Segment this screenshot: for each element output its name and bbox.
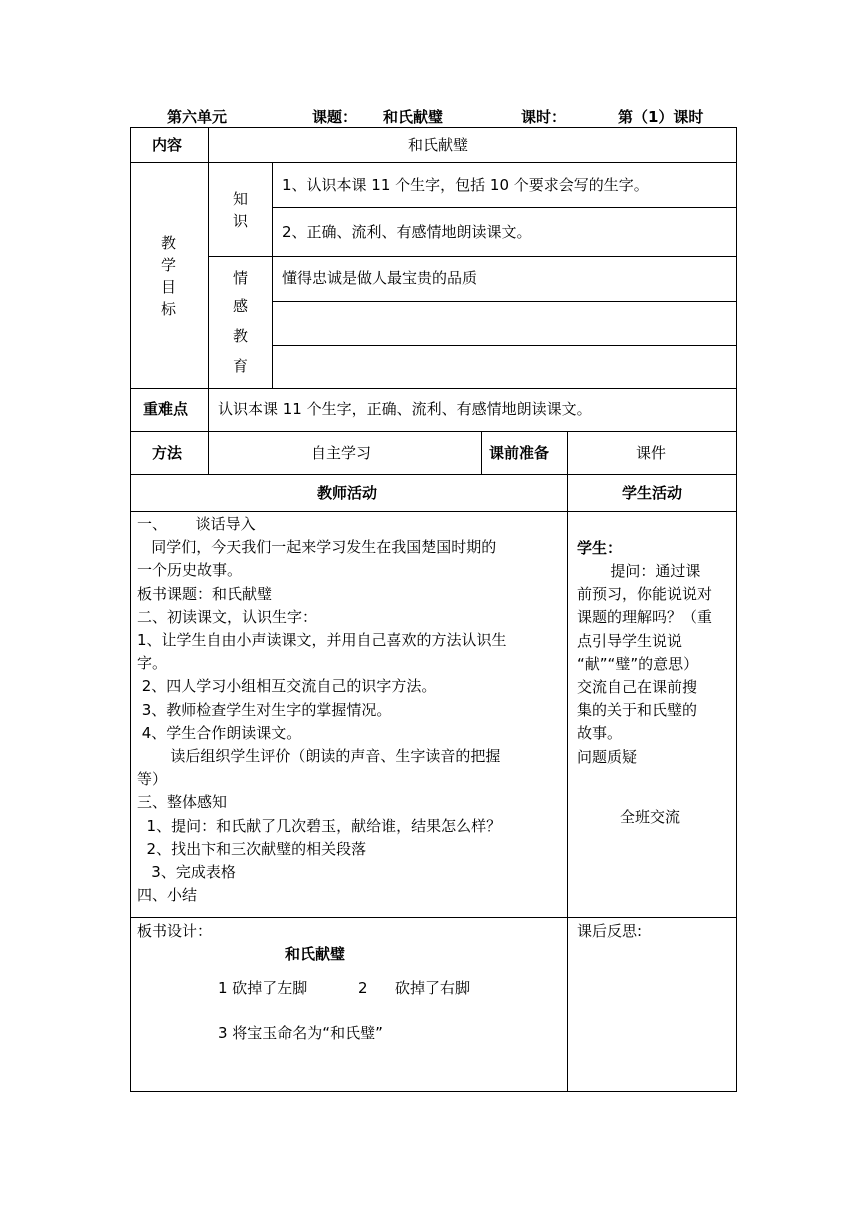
teacher-line: 4、学生合作朗读课文。 — [137, 723, 302, 742]
teacher-line: 读后组织学生评价（朗读的声音、生字读音的把握 — [137, 747, 501, 766]
teacher-line: 字。 — [137, 654, 168, 673]
board-line-2: 3 将宝玉命名为“和氏璧” — [218, 1024, 383, 1042]
student-line: 课题的理解吗？（重 — [577, 608, 713, 627]
teacher-line: 二、初读课文，认识生字： — [137, 607, 318, 626]
teacher-line: 一、 谈话导入 — [137, 515, 256, 533]
row-line — [130, 162, 737, 163]
student-line: 集的关于和氏璧的 — [577, 701, 698, 720]
row-line — [208, 256, 737, 257]
board-line-1a: 1 砍掉了左脚 — [218, 979, 308, 997]
teacher-line: 2、四人学习小组相互交流自己的识字方法。 — [137, 677, 437, 696]
prep-value: 课件 — [636, 444, 667, 462]
topic-title: 和氏献璧 — [383, 108, 444, 126]
col-line — [481, 431, 482, 474]
col-line — [272, 162, 273, 388]
row-line — [130, 127, 737, 128]
row-line — [130, 474, 737, 475]
topic-label: 课题： — [312, 108, 358, 126]
teacher-line: 三、整体感知 — [137, 793, 228, 812]
teacher-line: 一个历史故事。 — [137, 561, 243, 580]
student-line: 点引导学生说说 — [577, 631, 683, 650]
teacher-line: 板书课题：和氏献璧 — [137, 584, 273, 603]
teacher-activity-text — [137, 513, 507, 907]
col-line — [736, 127, 737, 1092]
student-activity-text — [577, 560, 712, 769]
board-line-1b: 2 — [358, 979, 368, 997]
student-exchange: 全班交流 — [620, 808, 681, 826]
knowledge-item-1: 1、认识本课 11 个生字，包括 10 个要求会写的生字。 — [282, 176, 649, 194]
teacher-activity-header: 教师活动 — [317, 484, 378, 502]
col-line — [567, 431, 568, 1092]
emotion-label-3: 教 — [233, 327, 249, 345]
row-line — [272, 345, 737, 346]
row-line — [272, 301, 737, 302]
goals-label-4: 标 — [161, 300, 177, 318]
teacher-line: 1、让学生自由小声读课文，并用自己喜欢的方法认识生 — [137, 631, 507, 650]
teacher-line: 3、完成表格 — [137, 863, 236, 882]
method-label: 方法 — [152, 444, 183, 462]
knowledge-label-2: 识 — [233, 212, 249, 230]
unit-label: 第六单元 — [167, 108, 228, 126]
student-line: 故事。 — [577, 724, 623, 743]
student-line: 问题质疑 — [577, 747, 638, 766]
student-line: “献”“璧”的意思） — [577, 654, 699, 673]
emotion-label-2: 感 — [233, 297, 249, 315]
content-value: 和氏献璧 — [408, 136, 469, 154]
method-value: 自主学习 — [311, 444, 372, 462]
teacher-line: 3、教师检查学生对生字的掌握情况。 — [137, 700, 392, 719]
row-line — [130, 511, 737, 512]
emotion-item-1: 懂得忠诚是做人最宝贵的品质 — [282, 269, 478, 287]
row-line — [130, 388, 737, 389]
student-line: 交流自己在课前搜 — [577, 678, 698, 697]
col-line — [208, 127, 209, 475]
student-activity-header: 学生活动 — [622, 484, 683, 502]
row-line — [272, 207, 737, 208]
teacher-line: 同学们，今天我们一起来学习发生在我国楚国时期的 — [137, 538, 497, 557]
row-line — [130, 431, 737, 432]
col-line — [130, 127, 131, 1092]
row-line — [130, 1091, 737, 1092]
content-label: 内容 — [152, 136, 183, 154]
key-points-label: 重难点 — [143, 400, 189, 418]
goals-label-1: 教 — [161, 234, 177, 252]
student-label: 学生： — [577, 539, 623, 557]
reflection-label: 课后反思: — [577, 922, 643, 940]
board-line-1c: 砍掉了右脚 — [395, 979, 471, 997]
teacher-line: 四、小结 — [137, 886, 198, 905]
prep-label: 课前准备 — [489, 444, 550, 462]
goals-label-2: 学 — [161, 256, 177, 274]
knowledge-label-1: 知 — [233, 190, 249, 208]
teacher-line: 等） — [137, 770, 168, 789]
period-value: 第（1）课时 — [618, 108, 704, 126]
period-label: 课时： — [521, 108, 567, 126]
row-line — [130, 917, 737, 918]
emotion-label-4: 育 — [233, 357, 249, 375]
goals-label-3: 目 — [161, 278, 177, 296]
teacher-line: 2、找出卞和三次献璧的相关段落 — [137, 839, 367, 858]
board-title: 和氏献璧 — [285, 945, 346, 963]
student-line: 前预习，你能说说对 — [577, 585, 713, 604]
teacher-line: 1、提问：和氏献了几次碧玉，献给谁，结果怎么样？ — [137, 816, 502, 835]
emotion-label-1: 情 — [233, 269, 249, 287]
board-label: 板书设计： — [137, 922, 213, 940]
knowledge-item-2: 2、正确、流利、有感情地朗读课文。 — [282, 223, 532, 241]
key-points-value: 认识本课 11 个生字，正确、流利、有感情地朗读课文。 — [218, 400, 592, 418]
student-line: 提问：通过课 — [577, 562, 701, 580]
